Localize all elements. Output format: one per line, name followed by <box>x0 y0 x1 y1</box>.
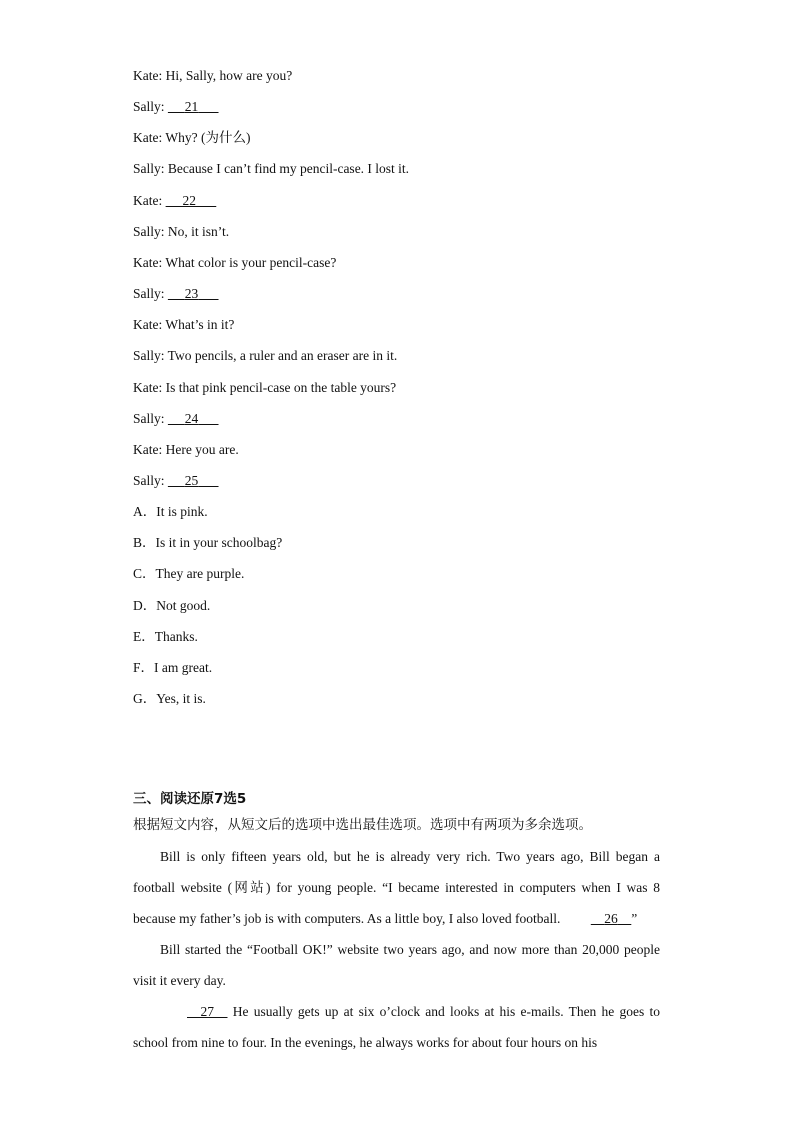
answer-blank: 23 <box>184 286 199 302</box>
speaker-label: Sally: <box>133 410 165 426</box>
option-text: Thanks. <box>154 628 198 644</box>
answer-blank-27: 27 <box>200 1004 214 1019</box>
paragraph-text: He usually gets up at six o’clock and looks at his e-mails. Then he goes to school from nine to four. In the evenings, he always works for about four hours on his <box>133 1004 660 1051</box>
option-text: It is pink. <box>156 504 208 519</box>
dialogue-line <box>133 379 396 397</box>
option-text: Yes, it is. <box>156 691 206 707</box>
option-letter: B． <box>133 535 156 551</box>
option-letter: G． <box>133 691 157 707</box>
option-text: Not good. <box>156 597 211 613</box>
option-text: I am great. <box>154 660 213 675</box>
dialogue-line <box>133 347 397 365</box>
answer-blank: 21 <box>184 99 199 115</box>
dialogue-line <box>133 441 239 459</box>
dialogue-line <box>133 285 219 303</box>
dialogue-line <box>133 67 292 85</box>
option-item <box>133 565 244 583</box>
dialogue-line <box>133 472 219 490</box>
option-item <box>133 628 198 646</box>
option-letter: D． <box>133 597 157 613</box>
answer-blank: 22 <box>182 192 196 208</box>
option-text: They are purple. <box>155 566 245 582</box>
dialogue-line <box>133 192 216 210</box>
dialogue-text: What color is your pencil-case? <box>165 254 337 270</box>
answer-blank: 24 <box>184 410 199 426</box>
speaker-label: Sally: <box>133 223 165 239</box>
dialogue-text: Why? (为什么) <box>165 130 251 146</box>
dialogue-text: Two pencils, a ruler and an eraser are in it. <box>167 348 398 364</box>
dialogue-line <box>133 223 229 241</box>
section-heading: 三、阅读还原7选5 <box>133 791 247 807</box>
option-letter: A． <box>133 504 157 519</box>
dialogue-text: Hi, Sally, how are you? <box>165 68 293 83</box>
section-instruction: 根据短文内容，从短文后的选项中选出最佳选项。选项中有两项为多余选项。 <box>133 817 592 833</box>
dialogue-line <box>133 160 409 178</box>
dialogue-text: What’s in it? <box>165 317 235 333</box>
dialogue-text: No, it isn’t. <box>167 223 230 239</box>
speaker-label: Kate: <box>133 68 163 83</box>
dialogue-line <box>133 254 336 272</box>
dialogue-line <box>133 129 251 147</box>
option-item <box>133 690 206 708</box>
passage-paragraph-3 <box>133 996 660 1058</box>
option-item <box>133 597 210 615</box>
passage-paragraph-1 <box>133 841 660 935</box>
answer-blank-26: 26 <box>604 911 618 927</box>
dialogue-line <box>133 98 219 116</box>
speaker-label: Sally: <box>133 286 165 302</box>
speaker-label: Kate: <box>133 317 163 333</box>
paragraph-text: ” <box>631 911 638 927</box>
option-letter: E． <box>133 628 155 644</box>
speaker-label: Kate: <box>133 130 163 146</box>
speaker-label: Sally: <box>133 99 165 115</box>
option-item <box>133 534 282 552</box>
option-text: Is it in your schoolbag? <box>155 535 283 551</box>
option-item <box>133 503 208 521</box>
option-item <box>133 659 212 677</box>
dialogue-text: Here you are. <box>165 441 239 457</box>
speaker-label: Kate: <box>133 379 163 395</box>
dialogue-line <box>133 410 219 428</box>
speaker-label: Kate: <box>133 254 163 270</box>
option-letter: F． <box>133 660 155 675</box>
speaker-label: Kate: <box>133 192 163 208</box>
speaker-label: Sally: <box>133 161 165 177</box>
answer-blank: 25 <box>184 472 199 488</box>
option-letter: C． <box>133 566 156 582</box>
speaker-label: Kate: <box>133 441 163 457</box>
speaker-label: Sally: <box>133 348 165 364</box>
passage-paragraph-2: Bill started the “Football OK!” website two years ago, and now more than 20,000 people visit it every day. <box>133 942 660 989</box>
paragraph-text: Bill is only fifteen years old, but he is already very rich. Two years ago, Bill began a football website (网站) for young people. “I became interested in computers when I was 8 because my father’s job is with computers. As a little boy, I also loved football. <box>133 849 660 927</box>
dialogue-line <box>133 316 234 334</box>
speaker-label: Sally: <box>133 472 165 488</box>
dialogue-text: Is that pink pencil-case on the table yours? <box>165 379 397 395</box>
dialogue-text: Because I can’t find my pencil-case. I lost it. <box>167 161 410 177</box>
